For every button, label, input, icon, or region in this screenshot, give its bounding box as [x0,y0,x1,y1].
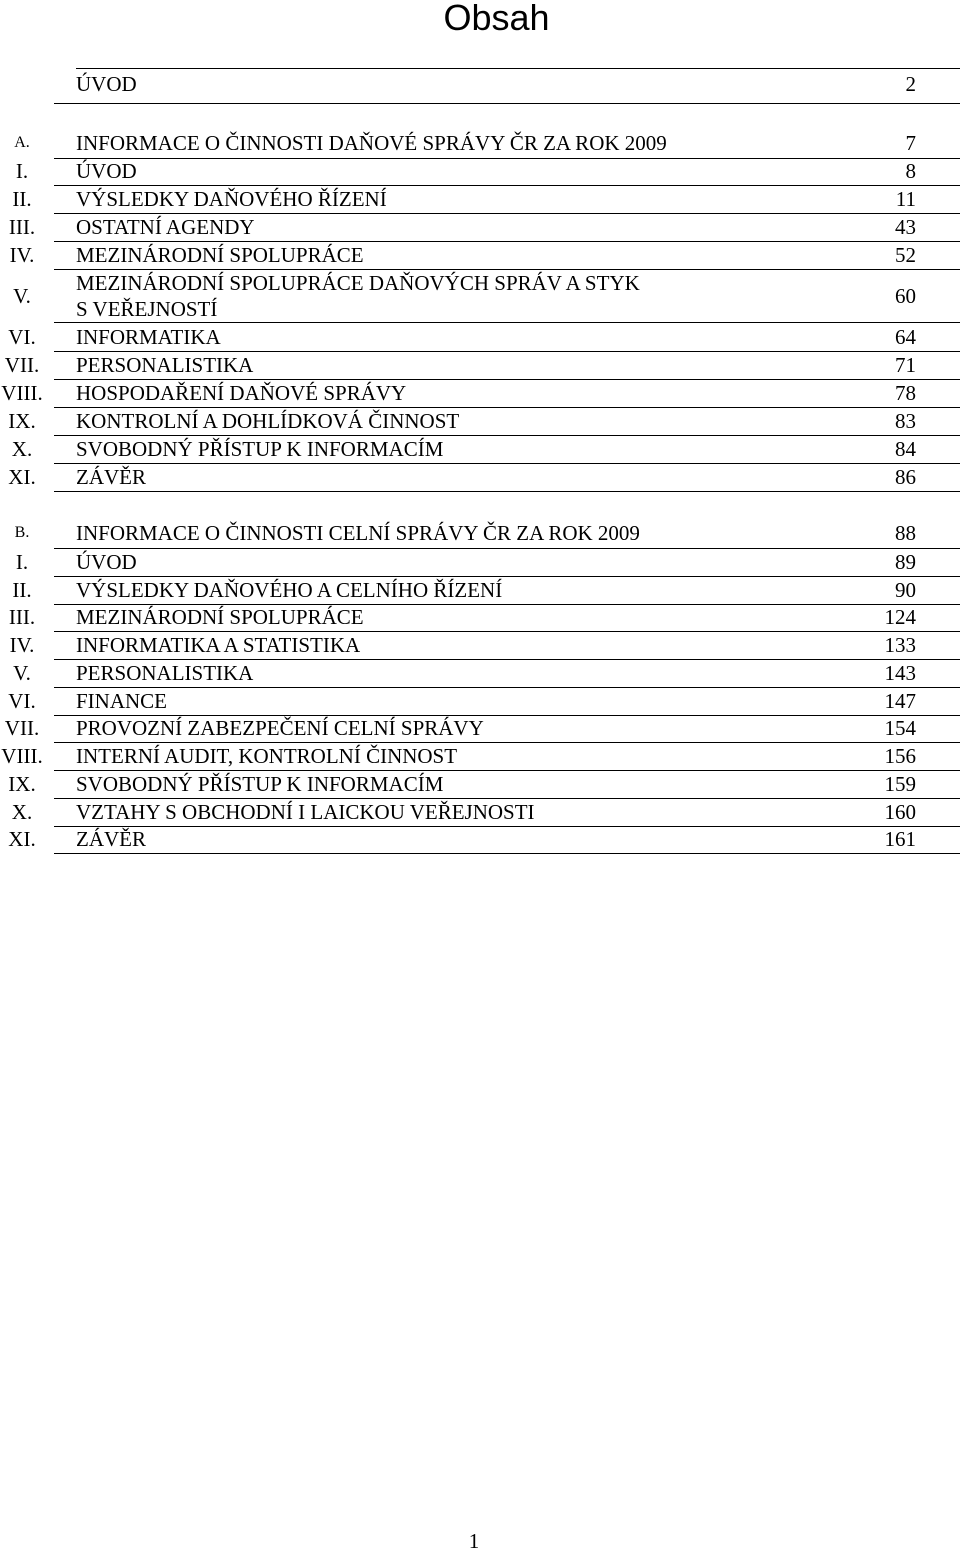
entry-number: X. [11,437,33,461]
entry-label: PERSONALISTIKA [76,353,254,377]
entry-number: III. [8,215,36,239]
entry-page-number: 86 [895,465,916,489]
entry-page-number: 161 [884,827,916,851]
entry-label: VÝSLEDKY DAŇOVÉHO ŘÍZENÍ [76,187,387,211]
row-divider [54,826,960,827]
entry-label: INFORMACE O ČINNOSTI DAŇOVÉ SPRÁVY ČR ZA ROK 2009 [76,131,667,155]
entry-label: HOSPODAŘENÍ DAŇOVÉ SPRÁVY [76,381,407,405]
entry-label: MEZINÁRODNÍ SPOLUPRÁCE [76,243,364,267]
entry-label: INFORMATIKA [76,325,221,349]
entry-label: INFORMATIKA A STATISTIKA [76,633,361,657]
entry-number: XI. [8,827,36,851]
entry-page-number: 124 [884,605,916,629]
entry-label: SVOBODNÝ PŘÍSTUP K INFORMACÍM [76,772,444,796]
entry-label: ÚVOD [76,72,137,96]
entry-label: MEZINÁRODNÍ SPOLUPRÁCE DAŇOVÝCH SPRÁV A STYK S VEŘEJNOSTÍ [76,271,640,321]
entry-page-number: 52 [895,243,916,267]
entry-page-number: 154 [884,716,916,740]
entry-number: II. [12,187,32,211]
row-divider [54,853,960,854]
row-divider [54,687,960,688]
entry-page-number: 78 [895,381,916,405]
entry-page-number: 160 [884,800,916,824]
row-divider [54,491,960,492]
entry-label: VZTAHY S OBCHODNÍ I LAICKOU VEŘEJNOSTI [76,800,535,824]
entry-number: V. [13,661,31,685]
entry-number: A. [14,134,30,151]
entry-label: ZÁVĚR [76,827,146,851]
page-number: 1 [468,1529,480,1553]
row-divider [54,463,960,464]
entry-label: VÝSLEDKY DAŇOVÉHO A CELNÍHO ŘÍZENÍ [76,578,503,602]
entry-number: II. [12,578,32,602]
row-divider [54,548,960,549]
entry-page-number: 2 [905,72,916,96]
entry-page-number: 156 [884,744,916,768]
entry-page-number: 90 [895,578,916,602]
entry-label: PROVOZNÍ ZABEZPEČENÍ CELNÍ SPRÁVY [76,716,484,740]
entry-number: III. [8,605,36,629]
entry-page-number: 89 [895,550,916,574]
entry-label: INFORMACE O ČINNOSTI CELNÍ SPRÁVY ČR ZA ROK 2009 [76,521,640,545]
entry-number: IX. [8,409,36,433]
entry-label: KONTROLNÍ A DOHLÍDKOVÁ ČINNOST [76,409,460,433]
entry-number: XI. [8,465,36,489]
entry-label: MEZINÁRODNÍ SPOLUPRÁCE [76,605,364,629]
entry-number: IV. [9,243,35,267]
entry-label: FINANCE [76,689,168,713]
entry-label: ÚVOD [76,159,137,183]
entry-label: ZÁVĚR [76,465,146,489]
entry-number: VIII. [1,381,43,405]
row-divider [54,322,960,323]
entry-number: VI. [8,689,36,713]
entry-number: IX. [8,772,36,796]
entry-page-number: 8 [905,159,916,183]
entry-label: INTERNÍ AUDIT, KONTROLNÍ ČINNOST [76,744,458,768]
entry-number: I. [15,159,29,183]
entry-page-number: 83 [895,409,916,433]
entry-page-number: 71 [895,353,916,377]
entry-page-number: 159 [884,772,916,796]
entry-number: X. [11,800,33,824]
entry-number: I. [15,550,29,574]
entry-number: VII. [4,353,40,377]
entry-page-number: 64 [895,325,916,349]
entry-number: IV. [9,633,35,657]
entry-number: B. [14,524,30,541]
row-divider [54,158,960,159]
entry-number: VI. [8,325,36,349]
entry-page-number: 7 [905,131,916,155]
entry-page-number: 60 [895,284,916,308]
entry-number: V. [13,284,31,308]
entry-page-number: 147 [884,689,916,713]
row-divider [76,68,960,69]
entry-label: ÚVOD [76,550,137,574]
row-divider [54,103,960,104]
page-title: Obsah [443,0,550,38]
entry-number: VIII. [1,744,43,768]
entry-page-number: 43 [895,215,916,239]
entry-page-number: 143 [884,661,916,685]
entry-page-number: 84 [895,437,916,461]
entry-label: PERSONALISTIKA [76,661,254,685]
entry-label: SVOBODNÝ PŘÍSTUP K INFORMACÍM [76,437,444,461]
entry-page-number: 88 [895,521,916,545]
entry-label: OSTATNÍ AGENDY [76,215,255,239]
entry-number: VII. [4,716,40,740]
entry-page-number: 133 [884,633,916,657]
entry-page-number: 11 [895,187,916,211]
